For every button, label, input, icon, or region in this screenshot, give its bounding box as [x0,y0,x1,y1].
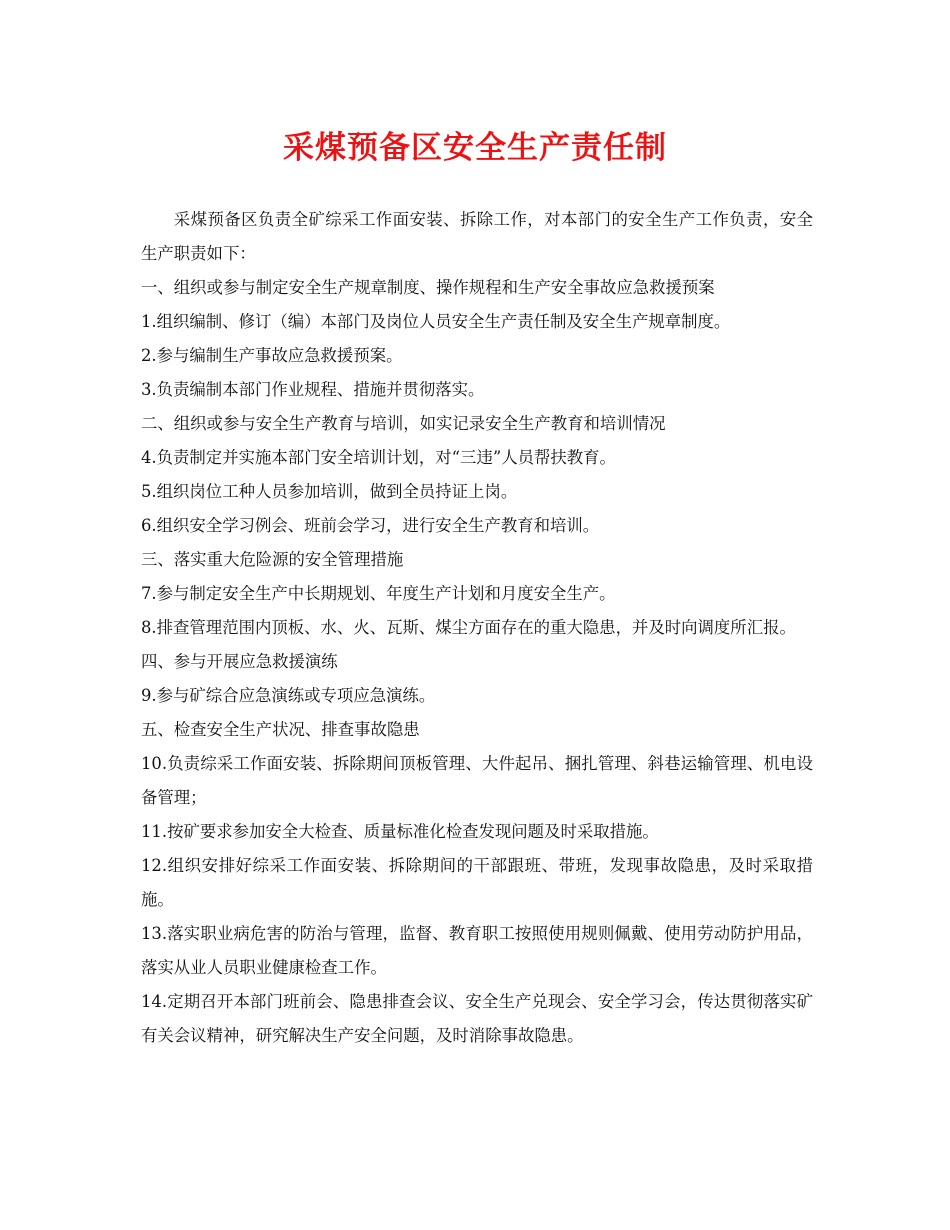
list-item-7: 7.参与制定安全生产中长期规划、年度生产计划和月度安全生产。 [141,584,616,603]
list-item-10: 10.负责综采工作面安装、拆除期间顶板管理、大件起吊、捆扎管理、斜巷运输管理、机电设备管理； [141,754,813,807]
list-item-2: 2.参与编制生产事故应急救援预案。 [141,346,403,365]
section-heading-1: 一、组织或参与制定安全生产规章制度、操作规程和生产安全事故应急救援预案 [141,278,715,297]
section-heading-4: 四、参与开展应急救援演练 [141,652,338,671]
list-item-4: 4.负责制定并实施本部门安全培训计划，对“三违”人员帮扶教育。 [141,448,616,467]
list-item-14: 14.定期召开本部门班前会、隐患排查会议、安全生产兑现会、安全学习会，传达贯彻落实矿有关会议精神，研究解决生产安全问题，及时消除事故隐患。 [141,992,813,1045]
list-item-8: 8.排查管理范围内顶板、水、火、瓦斯、煤尘方面存在的重大隐患，并及时向调度所汇报。 [141,618,796,637]
list-item-13: 13.落实职业病危害的防治与管理，监督、教育职工按照使用规则佩戴、使用劳动防护用品，落实从业人员职业健康检查工作。 [141,924,813,977]
section-heading-5: 五、检查安全生产状况、排查事故隐患 [141,720,420,739]
list-item-11: 11.按矿要求参加安全大检查、质量标准化检查发现问题及时采取措施。 [141,822,659,841]
list-item-12: 12.组织安排好综采工作面安装、拆除期间的干部跟班、带班，发现事故隐患，及时采取措施。 [141,856,813,909]
intro-paragraph: 采煤预备区负责全矿综采工作面安装、拆除工作，对本部门的安全生产工作负责，安全生产职责如下： [141,210,813,263]
list-item-9: 9.参与矿综合应急演练或专项应急演练。 [141,686,436,705]
section-heading-3: 三、落实重大危险源的安全管理措施 [141,550,404,569]
list-item-6: 6.组织安全学习例会、班前会学习，进行安全生产教育和培训。 [141,516,600,535]
list-item-1: 1.组织编制、修订（编）本部门及岗位人员安全生产责任制及安全生产规章制度。 [141,312,731,331]
document-body [141,203,813,1053]
section-heading-2: 二、组织或参与安全生产教育与培训，如实记录安全生产教育和培训情况 [141,414,666,433]
document-title: 采煤预备区安全生产责任制 [283,130,667,166]
list-item-3: 3.负责编制本部门作业规程、措施并贯彻落实。 [141,380,485,399]
list-item-5: 5.组织岗位工种人员参加培训，做到全员持证上岗。 [141,482,518,501]
